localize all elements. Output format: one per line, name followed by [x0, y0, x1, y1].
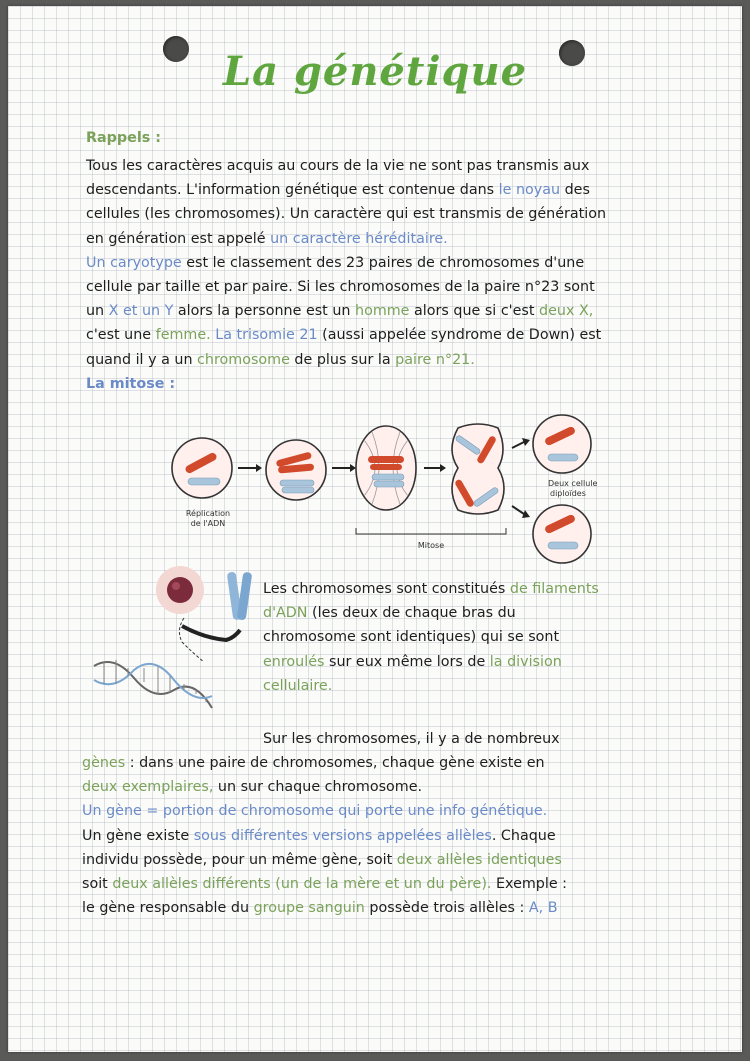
- text-segment: alors que si c'est: [409, 303, 540, 320]
- daughter-cell-bottom: [533, 505, 591, 563]
- text-line: [263, 625, 599, 649]
- text-line: [86, 299, 606, 323]
- text-segment: cellule par taille et par paire. Si les chromosomes de la paire n°23 sont: [86, 279, 595, 296]
- text-line: [86, 348, 606, 372]
- text-segment: individu possède, pour un même gène, soit: [82, 851, 397, 868]
- text-segment: femme.: [155, 327, 211, 344]
- text-segment: des: [560, 182, 590, 199]
- text-segment: Exemple :: [491, 876, 567, 893]
- cell-after-replication: [266, 440, 326, 500]
- text-segment: le gène responsable du: [82, 900, 254, 917]
- text-segment: est le classement des 23 paires de chromosomes d'une: [181, 254, 585, 271]
- genes-paragraph: [82, 751, 567, 920]
- text-segment: : dans une paire de chromosomes, chaque gène existe en: [125, 755, 545, 771]
- text-segment: Les chromosomes sont constitués: [263, 581, 510, 597]
- text-segment: sous différentes versions appelées allèles: [193, 827, 492, 844]
- replication-label-2: de l'ADN: [190, 519, 226, 528]
- text-segment: enroulés: [263, 653, 325, 670]
- text-line: [263, 650, 599, 674]
- text-segment: c'est une: [86, 327, 156, 344]
- text-segment: un: [86, 303, 109, 320]
- text-segment: La trisomie 21: [215, 327, 318, 344]
- notebook-page: [8, 6, 742, 1052]
- daughter-cell-top: [533, 415, 591, 473]
- text-segment: Tous les caractères acquis au cours de la vie ne sont pas transmis aux: [86, 158, 590, 174]
- text-segment: de filaments: [509, 581, 599, 597]
- text-segment: (les deux de chaque bras du: [307, 605, 516, 622]
- text-segment: paire n°21.: [395, 351, 475, 368]
- text-segment: alors la personne est un: [173, 303, 356, 320]
- text-line: [263, 674, 599, 698]
- text-line: [86, 275, 606, 299]
- cell-metaphase: [356, 426, 416, 510]
- text-line: [82, 848, 567, 872]
- text-segment: A, B: [528, 900, 558, 917]
- rappels-paragraph: [86, 154, 606, 372]
- text-segment: X et un Y: [108, 303, 174, 320]
- text-segment: en génération est appelé: [86, 230, 271, 247]
- text-segment: deux exemplaires,: [82, 779, 214, 796]
- text-segment: cellules (les chromosomes). Un caractère qui est transmis de génération: [86, 206, 607, 223]
- text-line: [82, 751, 567, 775]
- mitose-heading: La mitose :: [86, 376, 176, 392]
- text-segment: Un gène existe: [82, 827, 194, 844]
- text-segment: quand il y a un: [86, 351, 198, 368]
- text-line: [263, 577, 599, 601]
- text-line: [86, 227, 606, 251]
- text-segment: soit: [82, 876, 113, 893]
- text-line: [82, 824, 567, 848]
- page-title: La génétique: [222, 48, 528, 95]
- text-segment: Un gène = portion de chromosome qui porte une info génétique.: [82, 803, 548, 820]
- text-line: [86, 251, 606, 275]
- text-segment: deux X,: [539, 303, 594, 320]
- text-line: [86, 154, 606, 178]
- daughter-label-2: diploïdes: [550, 489, 586, 498]
- text-segment: homme: [355, 303, 410, 320]
- replication-label-1: Réplication: [185, 509, 231, 518]
- text-segment: la division: [489, 653, 562, 670]
- mitose-label: Mitose: [417, 541, 445, 550]
- chromosome-dna-illustration: [84, 558, 264, 734]
- text-line: [82, 872, 567, 896]
- text-segment: cellulaire.: [263, 677, 333, 694]
- text-segment: de plus sur la: [289, 351, 396, 368]
- text-segment: chromosome sont identiques) qui se sont: [263, 629, 560, 646]
- chromosomes-paragraph: [263, 577, 599, 698]
- text-segment: gènes: [82, 755, 126, 771]
- text-segment: deux allèles différents (un de la mère et un du père).: [112, 876, 492, 893]
- text-segment: un sur chaque chromosome.: [213, 779, 423, 796]
- text-segment: Un caryotype: [86, 254, 182, 271]
- text-segment: le noyau: [498, 182, 561, 199]
- text-line: [82, 896, 567, 920]
- genes-first-line: [263, 727, 560, 751]
- text-segment: chromosome: [197, 351, 290, 368]
- text-segment: . Chaque: [491, 827, 556, 844]
- text-segment: sur eux même lors de: [324, 653, 490, 670]
- text-line: [82, 799, 567, 823]
- text-segment: (aussi appelée syndrome de Down) est: [317, 327, 602, 344]
- text-line: [86, 202, 606, 226]
- text-segment: d'ADN: [263, 605, 308, 622]
- daughter-label-1: Deux cellule: [548, 479, 598, 488]
- mitosis-diagram: [168, 410, 608, 570]
- text-line: [86, 178, 606, 202]
- cell-anaphase: [452, 424, 504, 514]
- text-line: [263, 727, 560, 751]
- text-segment: groupe sanguin: [253, 900, 365, 917]
- text-segment: deux allèles identiques: [396, 851, 562, 868]
- text-line: [82, 775, 567, 799]
- text-line: [263, 601, 599, 625]
- cell-before-replication: [172, 438, 232, 498]
- text-line: [86, 323, 606, 347]
- text-segment: descendants. L'information génétique est contenue dans: [86, 182, 499, 199]
- text-segment: un caractère héréditaire.: [270, 230, 448, 247]
- rappels-heading: Rappels :: [86, 130, 161, 146]
- text-segment: Sur les chromosomes, il y a de nombreux: [263, 731, 560, 747]
- text-segment: possède trois allèles :: [364, 900, 529, 917]
